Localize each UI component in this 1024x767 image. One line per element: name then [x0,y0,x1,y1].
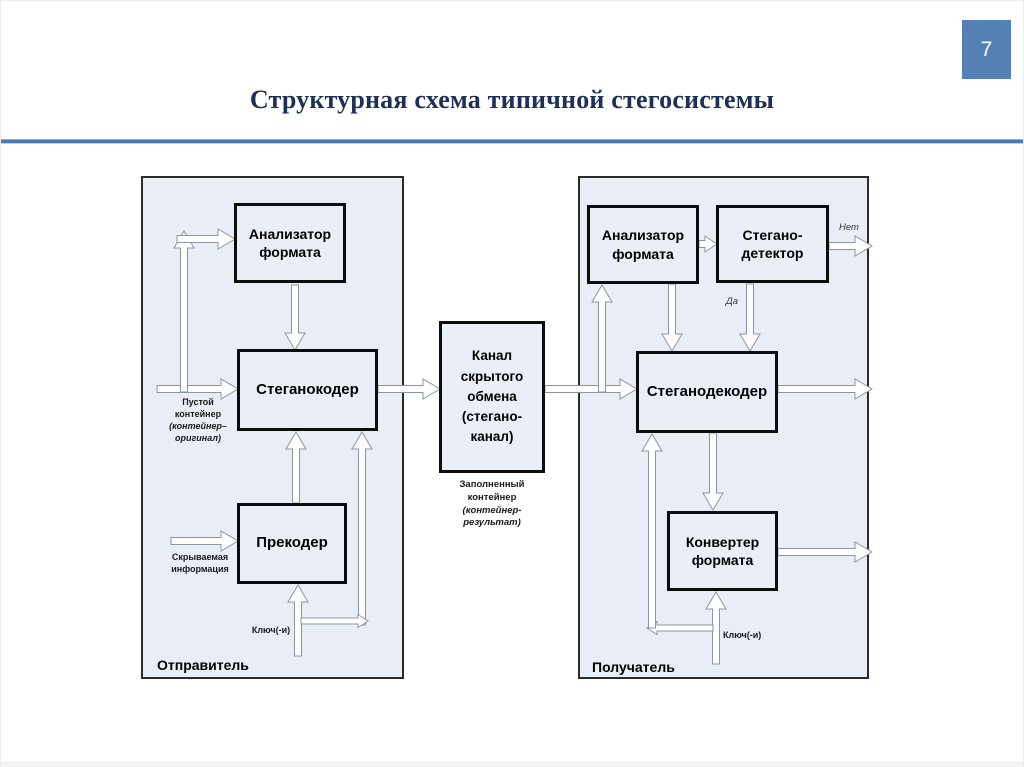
label-keys-sender: Ключ(-и) [251,625,291,635]
box-format-analyzer-sender [234,203,346,283]
arrow-analyzer-to-detector [699,236,717,252]
box-line: Прекодер [256,534,328,552]
arrow-converter-out-right [778,542,872,562]
box-hidden-channel [439,321,545,473]
box-line: обмена [467,388,517,404]
arrow-channel-to-decoder [545,379,637,399]
arrow-branch-up-to-analyzer-receiver [592,285,612,392]
box-line: Стеганокодер [256,380,359,398]
box-stegan-coder [237,349,378,431]
arrow-branch-up-to-analyzer [174,231,194,392]
arrow-analyzer-to-coder [285,285,305,350]
label-no: Нет [839,222,859,233]
box-line: Стеганодекодер [646,382,768,400]
label-filled-container: Заполненный контейнер (контейнер- результат) [459,479,525,529]
box-line: Конвертер [685,533,760,550]
label-hidden-info: Скрываемая информация [171,552,229,575]
box-stegan-detector [716,205,829,283]
arrow-key-branch-right [301,615,368,628]
box-line: формата [259,244,321,260]
box-line: Стегано- [742,226,803,243]
label-sender: Отправитель [157,657,249,673]
box-line: Канал [471,348,513,364]
box-line: формата [612,245,674,262]
box-line: скрытого [460,368,524,384]
arrow-decoder-to-converter [703,433,723,510]
arrow-detector-no-out [829,236,872,256]
box-line: канал) [470,429,514,445]
arrow-precoder-to-coder [286,432,306,503]
box-line: (стегано- [461,409,523,425]
page-title: Структурная схема типичной стегосистемы [249,85,775,114]
label-yes: Да [726,296,738,307]
box-precoder [237,503,347,584]
box-stegan-decoder [636,351,778,433]
arrow-key-branch-up-to-coder [352,432,372,625]
arrow-coder-to-channel [378,379,440,399]
box-line: формата [691,552,754,568]
label-receiver: Получатель [592,659,675,675]
arrow-hidden-info-to-precoder [171,531,238,551]
page-number: 7 [980,37,993,61]
arrow-detector-yes-to-decoder [740,284,760,351]
label-empty-container: Пустой контейнер (контейнер– оригинал) [169,397,227,444]
box-line: детектор [741,245,804,261]
label-keys-receiver: Ключ(-и) [723,630,762,640]
arrow-key-branch-up-to-decoder [642,434,662,628]
box-format-converter [667,511,778,591]
arrow-decoder-out-right [778,379,872,399]
box-line: Анализатор [601,227,685,244]
arrow-key-branch-left [647,622,713,635]
arrow-analyzer-to-decoder [662,284,682,351]
box-line: Анализатор [248,225,332,242]
box-format-analyzer-receiver [587,205,699,284]
